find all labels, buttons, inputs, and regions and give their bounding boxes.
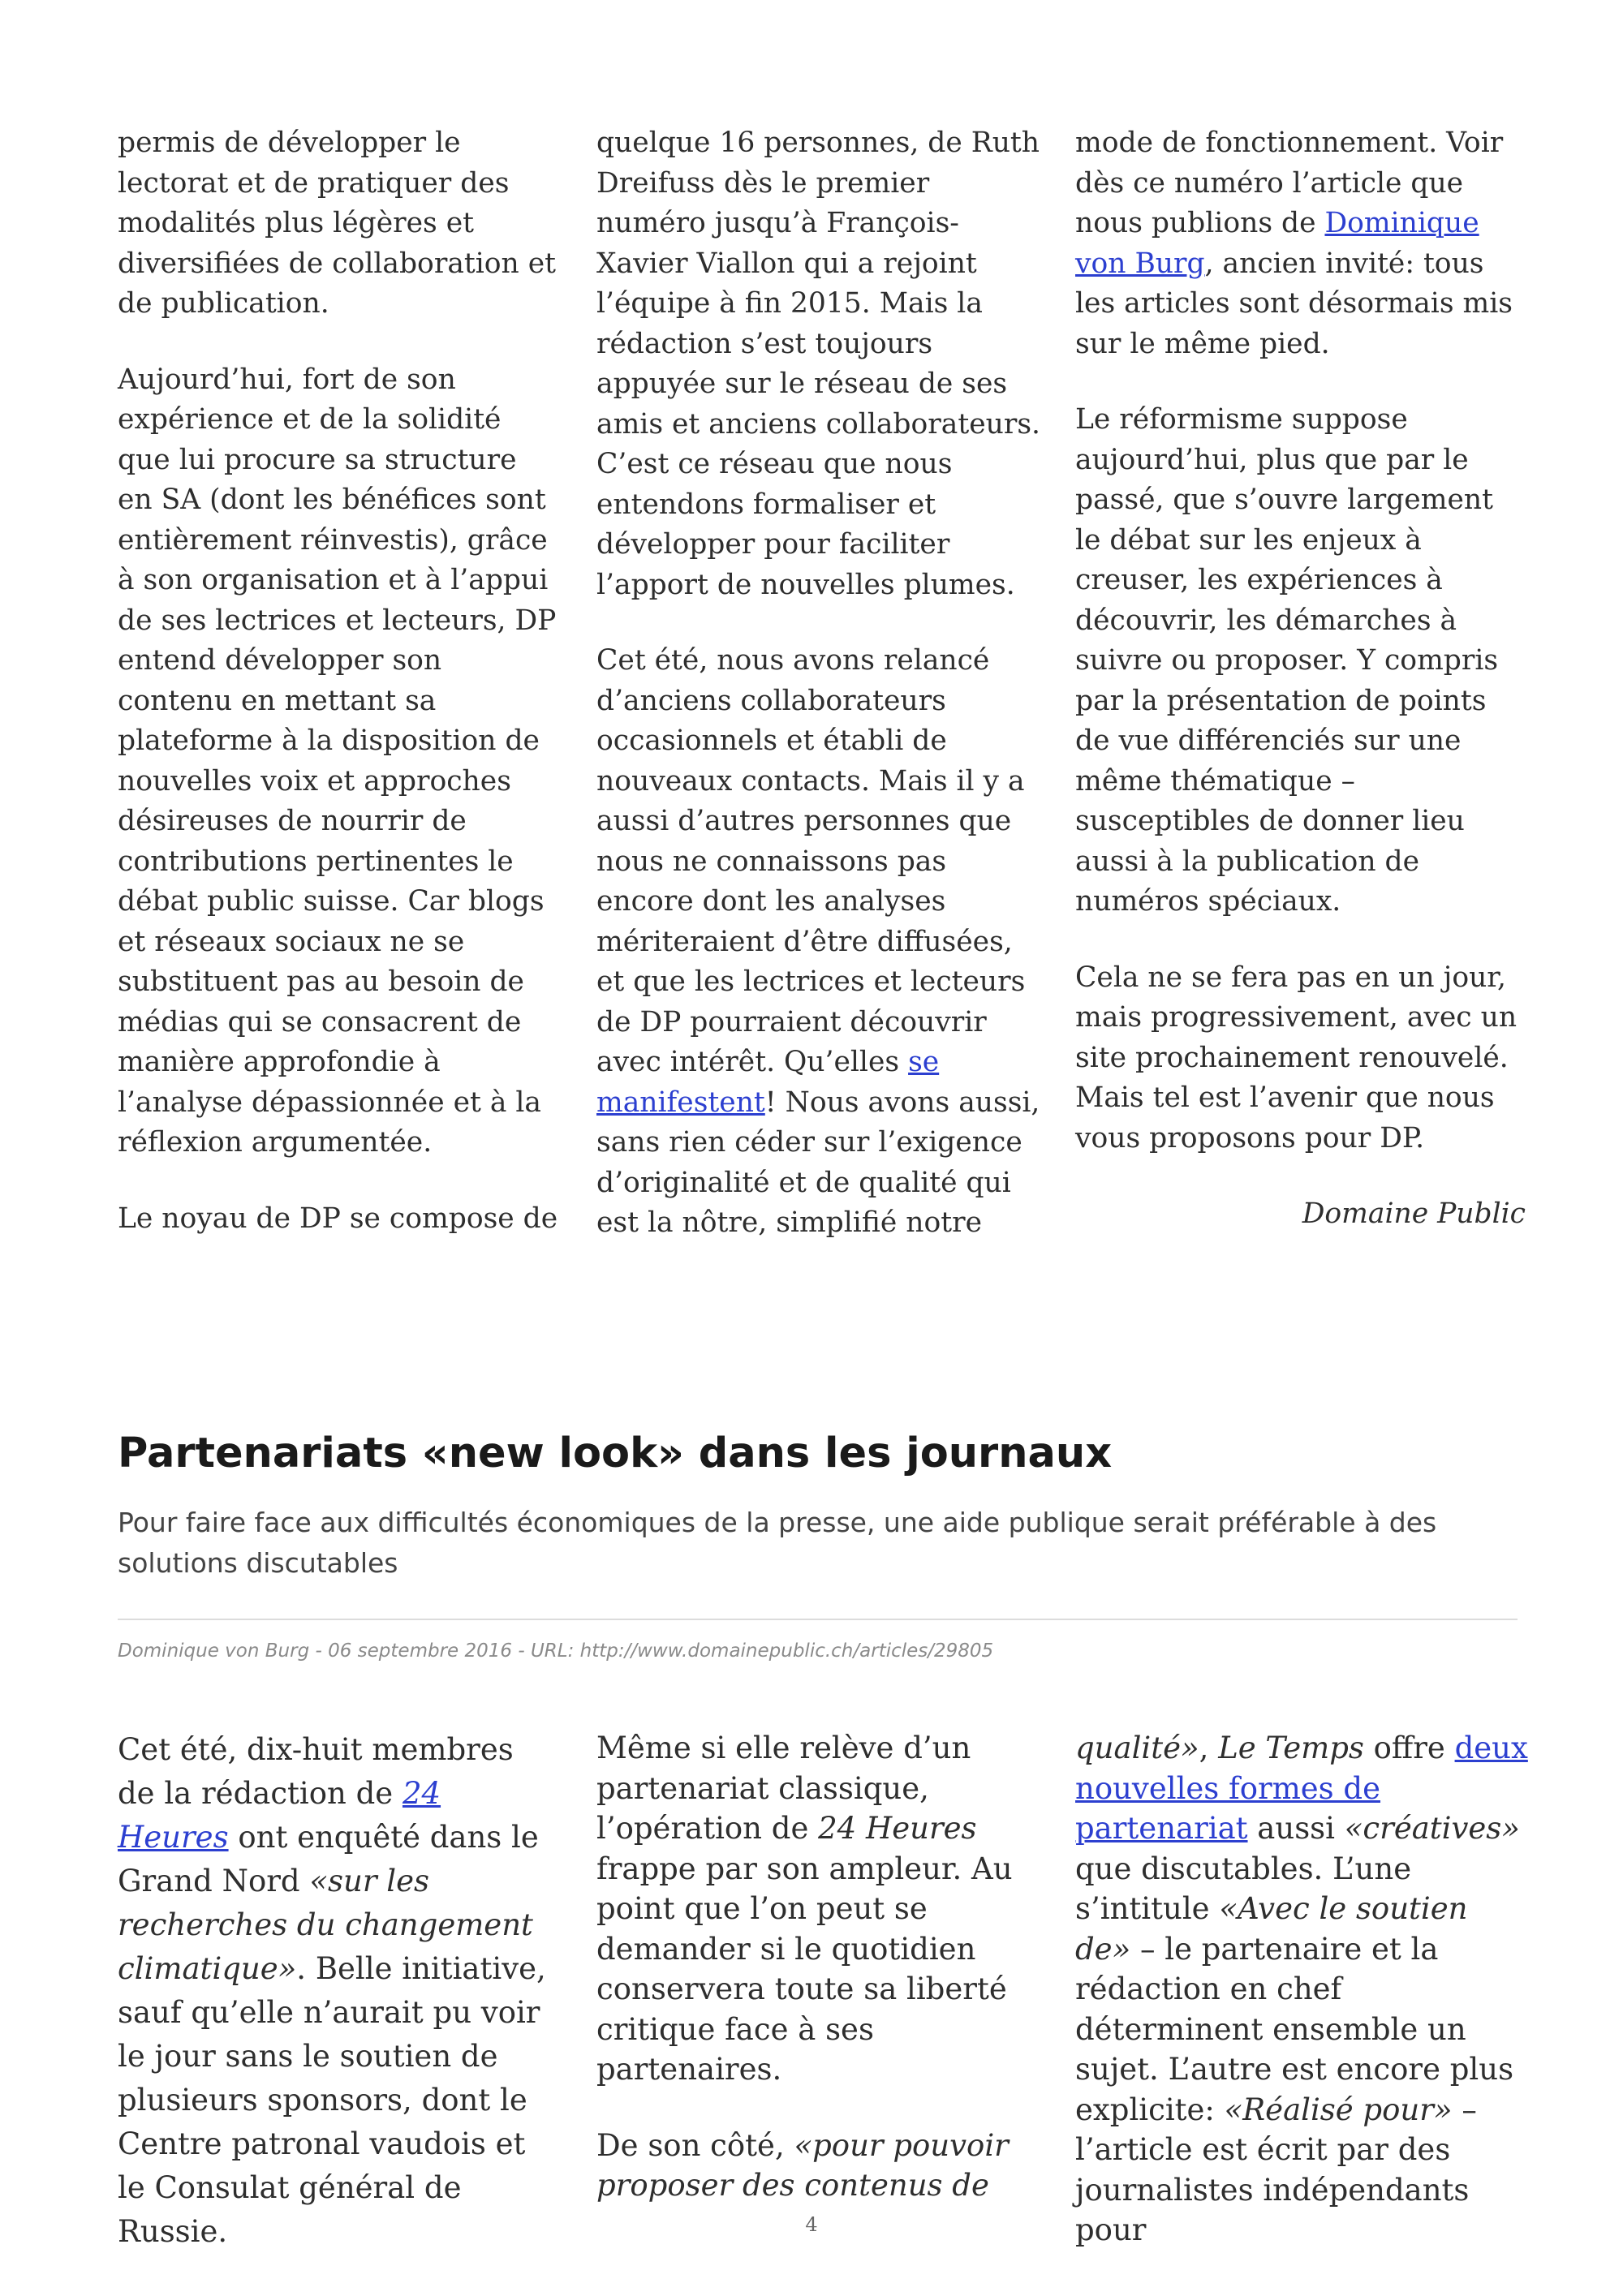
article-subtitle: Pour faire face aux difficultés économiques de la presse, une aide publique serait préférable à des solutions discutables [118,1507,1437,1579]
article-column-2 [596,1728,1043,2242]
paragraph [1075,1728,1530,2251]
dominique-von-burg-link[interactable]: Dominique von Burg [1075,207,1479,280]
emphasis: «pour pouvoir proposer des contenus de [596,2127,1009,2203]
link-text: 24 Heures [118,1776,441,1855]
text-span: offre [1363,1731,1455,1765]
paragraph [1075,123,1526,364]
article-column-3 [1075,1728,1530,2251]
paragraph [596,641,1043,1244]
text-span: aussi [1247,1811,1345,1846]
paragraph [596,1728,1043,2090]
top-column-1 [118,123,560,1239]
top-column-2 [596,123,1043,1244]
paragraph [596,2126,1043,2206]
divider [118,1619,1518,1620]
emphasis: qualité» [1075,1731,1199,1765]
text-span: ! Nous avons aussi, sans rien céder sur l’exigence d’originalité et de qualité qui est la nôtre, simplifié notre [596,1086,1040,1239]
article-title: Partenariats «new look» dans les journaux [118,1430,1113,1477]
paragraph: Cela ne se fera pas en un jour, mais progressivement, avec un site prochainement renouvelé. Mais tel est l’avenir que nous vous proposons pour DP. [1075,961,1518,1154]
page-number: 4 [805,2213,818,2236]
top-column-3 [1075,123,1526,1235]
text-span: ont enquêté dans le Grand Nord [118,1820,539,1898]
quote: «sur les recherches du changement climatique» [118,1864,533,1986]
article-meta: Dominique von Burg - 06 septembre 2016 - URL: http://www.domainepublic.ch/articles/29805 [118,1640,994,1662]
text-span: . Belle initiative, sauf qu’elle n’aurait pu voir le jour sans le soutien de plusieurs sponsors, dont le Centre patronal vaudois et le Consulat général de Russie. [118,1951,546,2249]
paragraph: Aujourd’hui, fort de son expérience et de la solidité que lui procure sa structure en SA (dont les bénéfices sont entièrement réinvestis), grâce à son organisation et à l’appui de ses lectrices et lecteurs, DP entend développer son contenu en mettant sa plateforme à la disposition de nouvelles voix et approches désireuses de nourrir de contributions pertinentes le débat public suisse. Car blogs et réseaux sociaux ne se substituent pas au besoin de médias qui se consacrent de manière approfondie à l’analyse dépassionnée et à la réflexion argumentée. [118,363,557,1159]
text-span: – le partenaire et la rédaction en chef déterminent ensemble un sujet. L’autre est encore plus explicite: [1075,1931,1514,2127]
se-manifestent-link[interactable]: se manifestent [596,1046,940,1119]
text-span: frappe par son ampleur. Au point que l’on peut se demander si le quotidien conservera toute sa liberté critique face à ses partenaires. [596,1851,1013,2087]
text-span: – l’article est écrit par des journalistes indépendants pour [1075,2092,1477,2247]
emphasis: «Avec le soutien de» [1075,1891,1468,1967]
text-span: que discutables. L’une s’intitule [1075,1851,1412,1926]
text-span: Cet été, nous avons relancé d’anciens collaborateurs occasionnels et établi de nouveaux contacts. Mais il y a aussi d’autres personnes que nous ne connaissons pas encore dont les analyses mériteraient d’être diffusées, et que les lectrices et lecteurs de DP pourraient découvrir avec intérêt. Qu’elles [596,644,1026,1078]
paragraph [118,1728,560,2254]
emphasis: «créatives» [1344,1811,1520,1846]
deux-nouvelles-formes-link[interactable]: deux nouvelles formes de partenariat [1075,1731,1528,1846]
text-span: Cet été, dix-huit membres de la rédaction de [118,1732,514,1811]
article-column-1 [118,1728,560,2254]
text-span: Même si elle relève d’un partenariat classique, l’opération de [596,1731,971,1846]
emphasis: «Réalisé pour» [1224,2092,1453,2127]
paragraph: quelque 16 personnes, de Ruth Dreifuss dès le premier numéro jusqu’à François-Xavier Viallon qui a rejoint l’équipe à fin 2015. Mais la rédaction s’est toujours appuyée sur le réseau de ses amis et anciens collaborateurs. C’est ce réseau que nous entendons formaliser et développer pour faciliter l’apport de nouvelles plumes. [596,127,1040,601]
signature: Domaine Public [1302,1197,1526,1230]
text-span: , [1199,1731,1219,1765]
text-span: mode de fonctionnement. Voir dès ce numéro l’article que nous publions de [1075,127,1504,239]
emphasis: Le Temps [1218,1731,1364,1765]
text-span: , ancien invité: tous les articles sont désormais mis sur le même pied. [1075,247,1513,360]
paragraph: Le réformisme suppose aujourd’hui, plus que par le passé, que s’ouvre largement le débat sur les enjeux à creuser, les expériences à découvrir, les démarches à suivre ou proposer. Y compris par la présentation de points de vue différenciés sur une même thématique – susceptibles de donner lieu aussi à la publication de numéros spéciaux. [1075,403,1499,918]
text-span: De son côté, [596,2127,794,2163]
emphasis: 24 Heures [818,1811,977,1846]
paragraph: Le noyau de DP se compose de [118,1202,558,1235]
paragraph: permis de développer le lectorat et de pratiquer des modalités plus légères et diversifiées de collaboration et de publication. [118,127,557,320]
